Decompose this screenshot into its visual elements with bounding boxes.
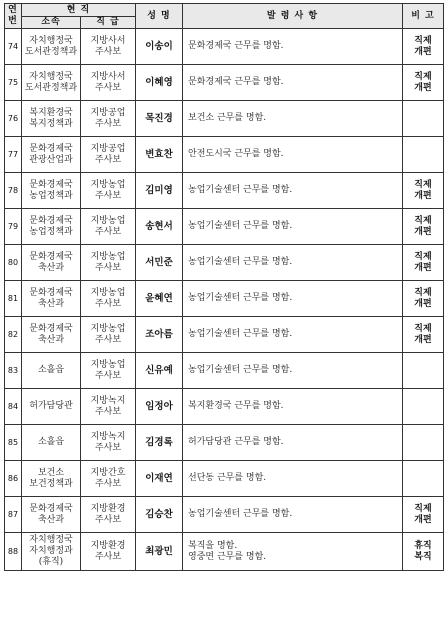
serial-number-cell: 85 (5, 425, 22, 461)
table-row (5, 137, 444, 173)
name-cell: 서민준 (136, 245, 183, 281)
serial-number-cell: 74 (5, 29, 22, 65)
serial-number-cell: 80 (5, 245, 22, 281)
grade-cell: 지방사서 주사보 (81, 65, 136, 101)
grade-cell: 지방농업 주사보 (81, 173, 136, 209)
serial-number-cell: 86 (5, 461, 22, 497)
name-cell: 최광민 (136, 533, 183, 571)
name-cell: 목진경 (136, 101, 183, 137)
name-cell: 송현서 (136, 209, 183, 245)
appointment-cell: 문화경제국 근무를 명함. (183, 29, 403, 65)
grade-cell: 지방환경 주사보 (81, 533, 136, 571)
grade-cell: 지방간호 주사보 (81, 461, 136, 497)
serial-number-cell: 79 (5, 209, 22, 245)
table-row (5, 497, 444, 533)
appointment-cell: 농업기술센터 근무를 명함. (183, 497, 403, 533)
grade-cell: 지방농업 주사보 (81, 245, 136, 281)
appointment-cell: 농업기술센터 근무를 명함. (183, 353, 403, 389)
department-cell: 소흘읍 (22, 353, 81, 389)
table-row (5, 29, 444, 65)
department-cell: 문화경제국 농업정책과 (22, 209, 81, 245)
remark-cell: 직제 개편 (403, 245, 444, 281)
name-cell: 신유예 (136, 353, 183, 389)
department-cell: 문화경제국 농업정책과 (22, 173, 81, 209)
table-row (5, 461, 444, 497)
name-cell: 임정아 (136, 389, 183, 425)
header-serial-number: 연 번 (5, 4, 22, 29)
remark-cell (403, 389, 444, 425)
table-row (5, 101, 444, 137)
appointment-cell: 선단동 근무를 명함. (183, 461, 403, 497)
grade-cell: 지방사서 주사보 (81, 29, 136, 65)
appointment-cell: 보건소 근무를 명함. (183, 101, 403, 137)
grade-cell: 지방농업 주사보 (81, 317, 136, 353)
name-cell: 김승찬 (136, 497, 183, 533)
appointment-cell: 농업기술센터 근무를 명함. (183, 173, 403, 209)
appointment-cell: 안전도시국 근무를 명함. (183, 137, 403, 173)
table-row (5, 425, 444, 461)
appointment-cell: 농업기술센터 근무를 명함. (183, 245, 403, 281)
department-cell: 보건소 보건정책과 (22, 461, 81, 497)
table-row (5, 533, 444, 571)
name-cell: 조아름 (136, 317, 183, 353)
table-row (5, 281, 444, 317)
table-row (5, 245, 444, 281)
appointment-cell: 허가담당관 근무를 명함. (183, 425, 403, 461)
header-remark: 비 고 (403, 4, 444, 29)
department-cell: 복지환경국 복지정책과 (22, 101, 81, 137)
header-name: 성 명 (136, 4, 183, 29)
name-cell: 이재연 (136, 461, 183, 497)
header-appointment: 발 령 사 항 (183, 4, 403, 29)
appointment-cell: 복직을 명함. 영중면 근무를 명함. (183, 533, 403, 571)
remark-cell: 직제 개편 (403, 497, 444, 533)
table-body (5, 29, 444, 571)
table-row (5, 317, 444, 353)
table-header (5, 4, 444, 29)
department-cell: 문화경제국 축산과 (22, 245, 81, 281)
serial-number-cell: 87 (5, 497, 22, 533)
name-cell: 윤혜연 (136, 281, 183, 317)
grade-cell: 지방녹지 주사보 (81, 389, 136, 425)
table-row (5, 209, 444, 245)
table-row (5, 65, 444, 101)
serial-number-cell: 81 (5, 281, 22, 317)
department-cell: 자치행정국 도서관정책과 (22, 29, 81, 65)
grade-cell: 지방농업 주사보 (81, 353, 136, 389)
table-row (5, 389, 444, 425)
appointment-cell: 농업기술센터 근무를 명함. (183, 317, 403, 353)
name-cell: 이송이 (136, 29, 183, 65)
department-cell: 자치행정국 자치행정과 (휴직) (22, 533, 81, 571)
header-grade: 직 급 (81, 17, 136, 29)
serial-number-cell: 88 (5, 533, 22, 571)
remark-cell: 직제 개편 (403, 281, 444, 317)
department-cell: 자치행정국 도서관정책과 (22, 65, 81, 101)
grade-cell: 지방농업 주사보 (81, 209, 136, 245)
name-cell: 김미영 (136, 173, 183, 209)
remark-cell (403, 101, 444, 137)
remark-cell (403, 461, 444, 497)
serial-number-cell: 75 (5, 65, 22, 101)
header-current-post: 현 직 (22, 4, 136, 17)
department-cell: 소흘읍 (22, 425, 81, 461)
department-cell: 문화경제국 관광산업과 (22, 137, 81, 173)
remark-cell (403, 137, 444, 173)
grade-cell: 지방농업 주사보 (81, 281, 136, 317)
appointment-table (4, 3, 444, 571)
grade-cell: 지방녹지 주사보 (81, 425, 136, 461)
header-department: 소속 (22, 17, 81, 29)
table-row (5, 173, 444, 209)
name-cell: 이혜영 (136, 65, 183, 101)
department-cell: 문화경제국 축산과 (22, 317, 81, 353)
grade-cell: 지방환경 주사보 (81, 497, 136, 533)
remark-cell (403, 353, 444, 389)
appointment-cell: 농업기술센터 근무를 명함. (183, 281, 403, 317)
department-cell: 허가담당관 (22, 389, 81, 425)
table-row (5, 353, 444, 389)
serial-number-cell: 82 (5, 317, 22, 353)
appointment-cell: 문화경제국 근무를 명함. (183, 65, 403, 101)
remark-cell: 직제 개편 (403, 29, 444, 65)
serial-number-cell: 84 (5, 389, 22, 425)
name-cell: 김경록 (136, 425, 183, 461)
remark-cell: 직제 개편 (403, 65, 444, 101)
appointment-cell: 복지환경국 근무를 명함. (183, 389, 403, 425)
remark-cell (403, 425, 444, 461)
remark-cell: 직제 개편 (403, 317, 444, 353)
serial-number-cell: 77 (5, 137, 22, 173)
serial-number-cell: 83 (5, 353, 22, 389)
department-cell: 문화경제국 축산과 (22, 281, 81, 317)
grade-cell: 지방공업 주사보 (81, 101, 136, 137)
serial-number-cell: 76 (5, 101, 22, 137)
department-cell: 문화경제국 축산과 (22, 497, 81, 533)
name-cell: 변효찬 (136, 137, 183, 173)
remark-cell: 직제 개편 (403, 173, 444, 209)
grade-cell: 지방공업 주사보 (81, 137, 136, 173)
remark-cell: 휴직 복직 (403, 533, 444, 571)
serial-number-cell: 78 (5, 173, 22, 209)
appointment-cell: 농업기술센터 근무를 명함. (183, 209, 403, 245)
remark-cell: 직제 개편 (403, 209, 444, 245)
